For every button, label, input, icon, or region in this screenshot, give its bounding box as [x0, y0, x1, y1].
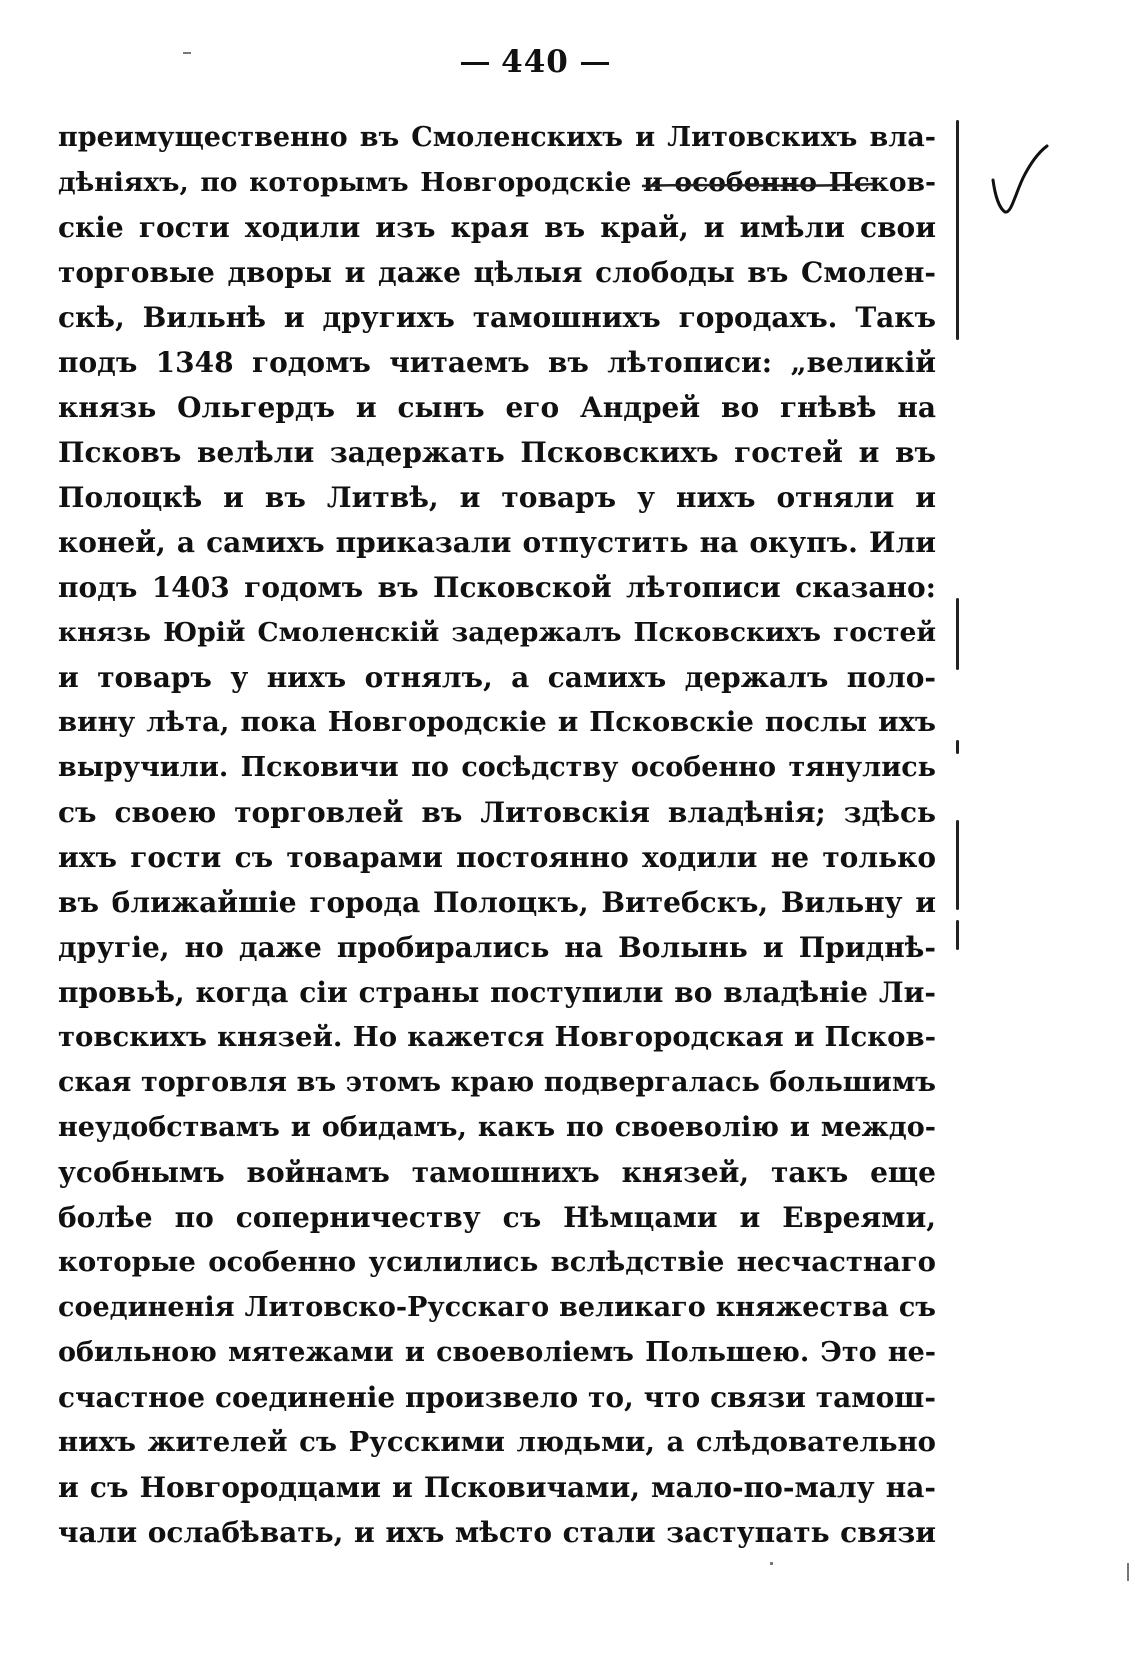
text-line: дѣніяхъ, по которымъ Новгородскіе и особенно Псков-	[58, 167, 936, 198]
margin-bracket	[956, 598, 959, 670]
text-line: Полоцкѣ и въ Литвѣ, и товаръ у нихъ отняли и	[58, 481, 936, 514]
page-number	[0, 44, 1070, 80]
text-line: подъ 1348 годомъ читаемъ въ лѣтописи: „великій	[58, 346, 936, 379]
text-line: и съ Новгородцами и Псковичами, мало-по-малу на-	[58, 1471, 936, 1504]
text-line: ская торговля въ этомъ краю подвергалась большимъ	[58, 1067, 936, 1098]
text-line: подъ 1403 годомъ въ Псковской лѣтописи сказано:	[58, 571, 936, 604]
handwritten-underline	[640, 178, 880, 192]
text-line: неудобствамъ и обидамъ, какъ по своеволію и междо-	[58, 1112, 936, 1143]
text-line: провьѣ, когда сіи страны поступили во владѣніе Ли-	[58, 976, 936, 1009]
text-line: вину лѣта, пока Новгородскіе и Псковскіе послы ихъ	[58, 706, 936, 738]
text-line: усобнымъ войнамъ тамошнихъ князей, такъ еще	[58, 1156, 936, 1189]
text-line: соединенія Литовско-Русскаго великаго княжества съ	[58, 1292, 936, 1323]
body-text	[58, 115, 936, 1555]
margin-bracket	[956, 120, 959, 340]
text-line: князь Юрій Смоленскій задержалъ Псковскихъ гостей	[58, 617, 936, 648]
margin-bracket	[956, 820, 959, 910]
page-number-dash-right	[581, 62, 609, 65]
text-line: въ ближайшіе города Полоцкъ, Витебскъ, Вильну и	[58, 886, 936, 919]
text-line: которые особенно усилились вслѣдствіе несчастнаго	[58, 1246, 936, 1278]
margin-bracket	[956, 920, 959, 950]
text-line: съ своею торговлей въ Литовскія владѣнія; здѣсь	[58, 796, 936, 829]
page-number-dash-left	[461, 62, 489, 65]
text-line: чали ослабѣвать, и ихъ мѣсто стали заступать связи	[58, 1516, 936, 1549]
text-line: коней, а самихъ приказали отпустить на окупъ. Или	[58, 526, 936, 559]
scan-speck	[183, 52, 191, 54]
text-line: князь Ольгердъ и сынъ его Андрей во гнѣвѣ на	[58, 391, 936, 424]
text-line: обильною мятежами и своеволіемъ Польшею. Это не-	[58, 1337, 936, 1368]
text-line: и товаръ у нихъ отнялъ, а самихъ держалъ поло-	[58, 661, 936, 694]
text-line: другіе, но даже пробирались на Волынь и Приднѣ-	[58, 931, 936, 964]
text-line: болѣе по соперничеству съ Нѣмцами и Евреями,	[58, 1201, 936, 1234]
margin-bracket	[956, 740, 959, 754]
handwritten-check-mark-icon	[985, 140, 1055, 220]
scan-speck	[1127, 1563, 1129, 1581]
text-line: торговые дворы и даже цѣлыя слободы въ Смолен-	[58, 256, 936, 289]
text-line: скіе гости ходили изъ края въ край, и имѣли свои	[58, 211, 936, 244]
text-line: выручили. Псковичи по сосѣдству особенно тянулись	[58, 752, 936, 783]
text-line: нихъ жителей съ Русскими людьми, а слѣдовательно	[58, 1426, 936, 1458]
text-line: счастное соединеніе произвело то, что связи тамош-	[58, 1381, 936, 1414]
text-line: ихъ гости съ товарами постоянно ходили не только	[58, 841, 936, 874]
text-line: преимущественно въ Смоленскихъ и Литовскихъ вла-	[58, 122, 936, 153]
text-line: товскихъ князей. Но кажется Новгородская и Псков-	[58, 1021, 936, 1053]
scan-speck	[770, 1562, 773, 1565]
text-line: скѣ, Вильнѣ и другихъ тамошнихъ городахъ. Такъ	[58, 301, 936, 334]
page-number-value: 440	[501, 44, 569, 80]
text-line: Псковъ велѣли задержать Псковскихъ гостей и въ	[58, 436, 936, 469]
